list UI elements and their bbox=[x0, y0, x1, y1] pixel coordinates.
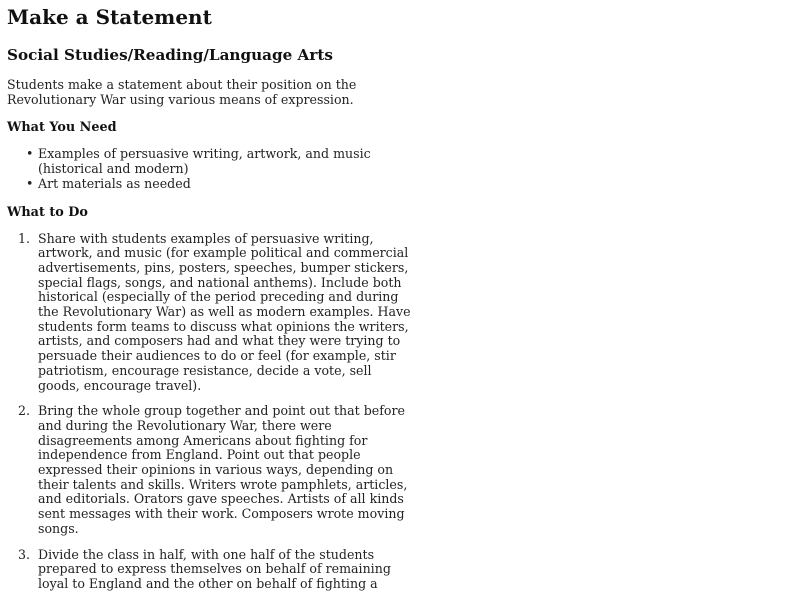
step-number: 1. bbox=[18, 230, 31, 246]
list-item-text: Examples of persuasive writing, artwork, and music (historical and modern) bbox=[38, 146, 371, 177]
materials-list bbox=[7, 147, 417, 191]
step-number: 3. bbox=[18, 546, 31, 562]
step-text: Divide the class in half, with one half of the students prepared to express themselves on behalf of remaining loyal to England and the other on behalf of fighting a bbox=[38, 546, 391, 591]
what-you-need-heading: What You Need bbox=[7, 120, 117, 136]
step-item bbox=[18, 546, 417, 592]
steps-list bbox=[7, 232, 417, 592]
step-number: 2. bbox=[18, 403, 31, 419]
step-text: Share with students examples of persuasive writing, artwork, and music (for example political and commercial advertisements, pins, posters, speeches, bumper stickers, special flags, songs, and national anthems). Include both historical (especially of the period preceding and during the Revolutionary War) as well as modern examples. Have students form teams to discuss what opinions the writers, artists, and composers had and what they were trying to persuade their audiences to do or feel (for example, stir patriotism, encourage resistance, decide a vote, sell goods, encourage travel). bbox=[38, 230, 411, 393]
intro-paragraph: Students make a statement about their position on the Revolutionary War using various means of expression. bbox=[7, 77, 357, 107]
subject-subtitle: Social Studies/Reading/Language Arts bbox=[7, 46, 333, 64]
bullet-icon: • bbox=[26, 146, 34, 162]
page-title: Make a Statement bbox=[7, 5, 212, 29]
step-item bbox=[18, 403, 417, 536]
step-text: Bring the whole group together and point out that before and during the Revolutionary War, there were disagreements among Americans about fighting for independence from England. Point out that people expressed their opinions in various ways, depending on their talents and skills. Writers wrote pamphlets, articles, and editorials. Orators gave speeches. Artists of all kinds sent messages with their work. Composers wrote moving songs. bbox=[38, 403, 408, 536]
list-item-text: Art materials as needed bbox=[38, 175, 191, 191]
step-item bbox=[18, 230, 417, 394]
list-item bbox=[26, 146, 417, 177]
what-to-do-heading: What to Do bbox=[7, 204, 88, 220]
bullet-icon: • bbox=[26, 175, 34, 191]
list-item bbox=[26, 175, 417, 192]
